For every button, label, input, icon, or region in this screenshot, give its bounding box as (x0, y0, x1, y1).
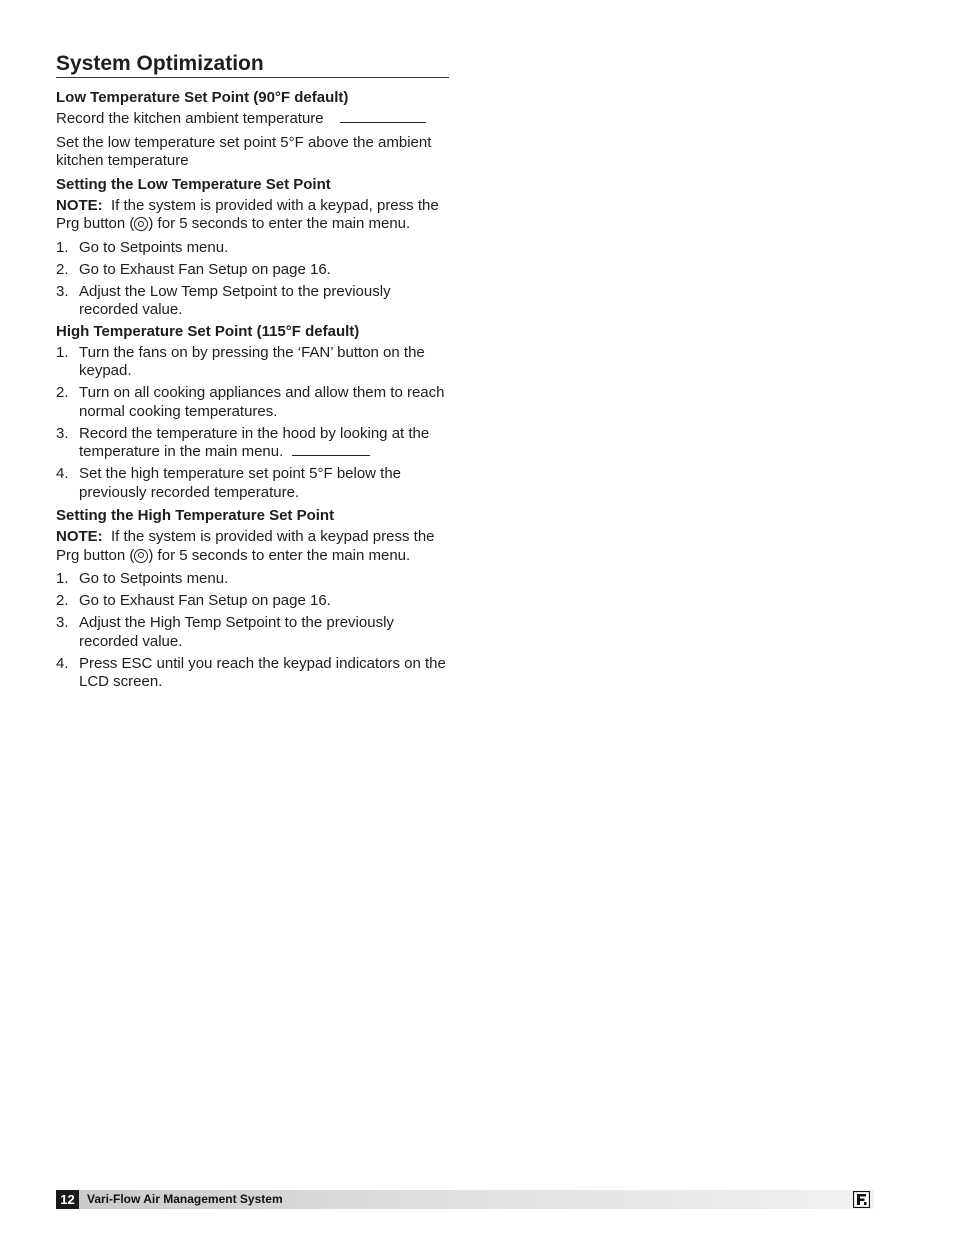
high-temp-heading: High Temperature Set Point (115°F default) (56, 322, 360, 340)
low-temp-heading: Low Temperature Set Point (90°F default) (56, 89, 349, 106)
step-number: 2. (56, 592, 69, 609)
list-item (56, 655, 450, 692)
prg-button-icon (134, 217, 148, 231)
step-text: Press ESC until you reach the keypad indicators on the LCD screen. (79, 654, 446, 690)
step-number: 3. (56, 424, 69, 442)
step-number: 1. (56, 343, 69, 361)
list-item (56, 592, 450, 611)
step-number: 2. (56, 384, 69, 401)
step-number: 4. (56, 654, 69, 672)
low-setting-steps (56, 239, 450, 320)
note-text-a: If the system is provided with a keypad press the Prg button ( (56, 528, 435, 564)
low-temp-instruction: Set the low temperature set point 5°F above the ambient kitchen temperature (56, 133, 432, 169)
low-setting-note (56, 197, 450, 234)
page-number: 12 (56, 1190, 79, 1209)
high-setting-heading: Setting the High Temperature Set Point (56, 507, 335, 524)
note-label: NOTE: (56, 196, 103, 214)
list-item (56, 384, 450, 421)
brand-logo-icon (853, 1191, 870, 1208)
step-number: 3. (56, 282, 69, 300)
list-item (56, 283, 450, 320)
step-text: Adjust the Low Temp Setpoint to the previously recorded value. (79, 282, 391, 318)
note-label: NOTE: (56, 528, 103, 545)
page-footer (56, 1190, 874, 1209)
note-text-b: ) for 5 seconds to enter the main menu. (148, 546, 411, 564)
page-title: System Optimization (56, 50, 449, 78)
step-text: Go to Setpoints menu. (79, 238, 229, 256)
record-ambient-line (56, 110, 450, 129)
content-column (56, 50, 450, 692)
list-item (56, 570, 450, 589)
step-text: Go to Exhaust Fan Setup on page 16. (79, 260, 331, 278)
high-temp-steps (56, 344, 450, 503)
step-text: Set the high temperature set point 5°F below the previously recorded temperature. (79, 465, 402, 501)
list-item (56, 465, 450, 502)
step-text: Go to Exhaust Fan Setup on page 16. (79, 592, 331, 609)
step-number: 3. (56, 614, 69, 631)
step-text: Record the temperature in the hood by looking at the temperature in the main menu. (79, 424, 430, 460)
note-text-b: ) for 5 seconds to enter the main menu. (148, 215, 411, 232)
step-text: Go to Setpoints menu. (79, 570, 229, 587)
high-setting-steps (56, 570, 450, 692)
list-item (56, 239, 450, 258)
step-text: Turn on all cooking appliances and allow them to reach normal cooking temperatures. (79, 384, 445, 420)
step-number: 1. (56, 570, 69, 587)
list-item (56, 344, 450, 381)
record-ambient-text: Record the kitchen ambient temperature (56, 110, 324, 127)
step-text: Adjust the High Temp Setpoint to the previously recorded value. (79, 614, 394, 650)
list-item (56, 425, 450, 462)
note-text-a: If the system is provided with a keypad, press the Prg button ( (56, 196, 439, 232)
list-item (56, 261, 450, 280)
step-number: 1. (56, 238, 69, 256)
high-setting-note (56, 528, 450, 565)
low-setting-heading: Setting the Low Temperature Set Point (56, 175, 331, 193)
step-text: Turn the fans on by pressing the ‘FAN’ button on the keypad. (79, 343, 425, 379)
list-item (56, 614, 450, 651)
ambient-temp-blank (340, 121, 426, 123)
step-number: 2. (56, 260, 69, 278)
hood-temp-blank (292, 454, 370, 456)
prg-button-icon (134, 549, 148, 563)
footer-title: Vari-Flow Air Management System (87, 1192, 283, 1206)
step-number: 4. (56, 465, 69, 482)
